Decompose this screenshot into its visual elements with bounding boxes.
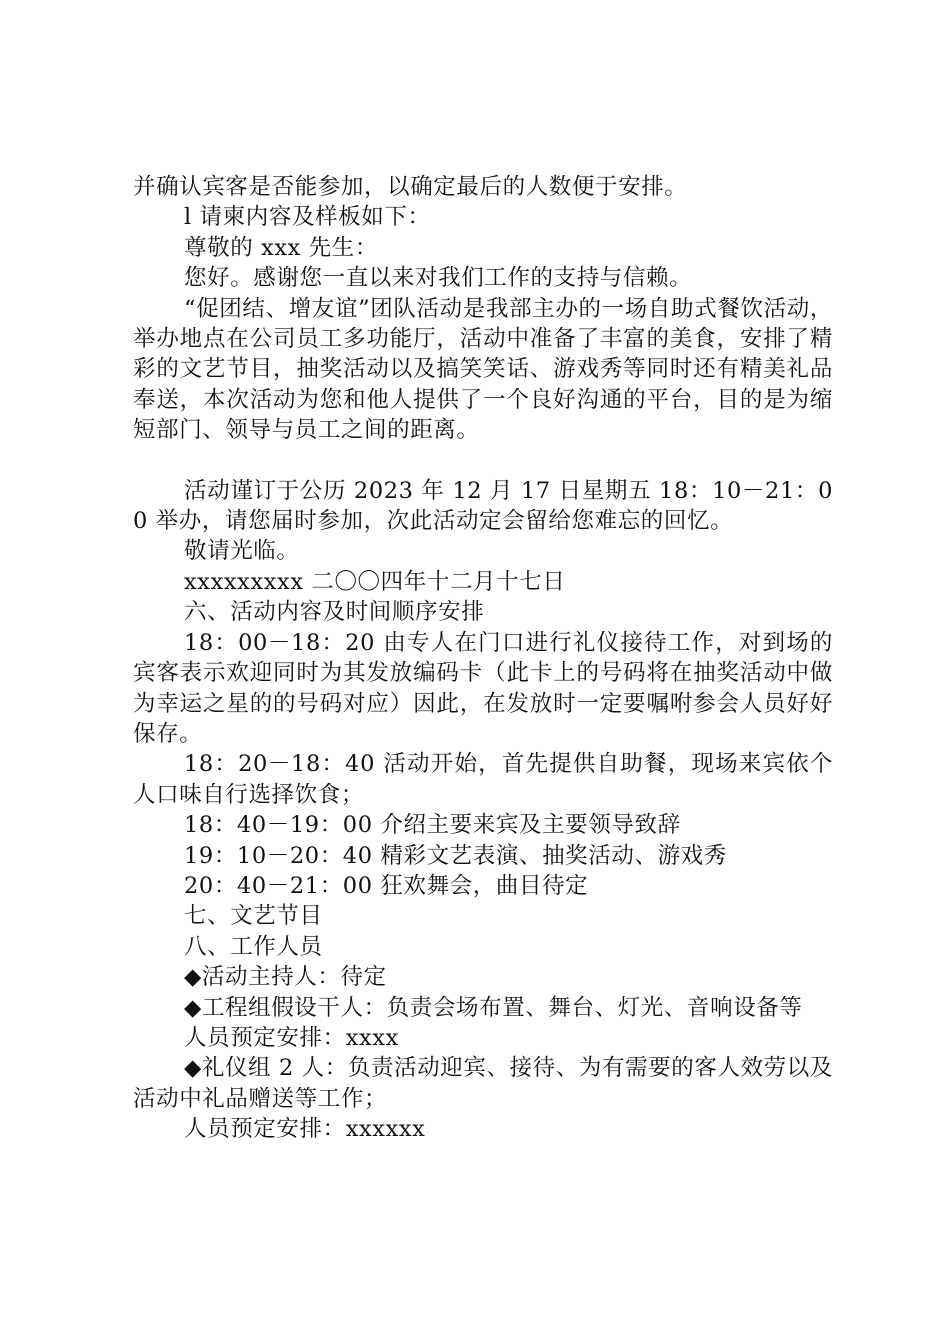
staff-item-host: ◆活动主持人：待定 [184, 964, 387, 991]
paragraph-invitation-sample-heading: l 请柬内容及样板如下： [184, 204, 431, 231]
schedule-item-performances: 19：10－20：40 精彩文艺表演、抽奖活动、游戏秀 [184, 842, 727, 869]
section-heading-schedule: 六、活动内容及时间顺序安排 [184, 599, 485, 626]
schedule-item-speeches: 18：40－19：00 介绍主要来宾及主要领导致辞 [184, 812, 681, 839]
schedule-item-dance: 20：40－21：00 狂欢舞会，曲目待定 [184, 872, 589, 899]
paragraph-greeting: 您好。感谢您一直以来对我们工作的支持与信赖。 [184, 265, 693, 292]
paragraph-signature-date: xxxxxxxxx 二〇〇四年十二月十七日 [184, 568, 566, 595]
staff-etiquette-assignment: 人员预定安排：xxxxxx [184, 1116, 426, 1143]
document-body [133, 172, 833, 1145]
paragraph-confirm-guests: 并确认宾客是否能参加，以确定最后的人数便于安排。 [133, 174, 688, 200]
paragraph-event-description: “促团结、增友谊”团队活动是我部主办的一场自助式餐饮活动，举办地点在公司员工多功能厅，活动中准备了丰富的美食，安排了精彩的文艺节目，抽奖活动以及搞笑笑话、游戏秀等同时还有精美礼品奉送，本次活动为您和他人提供了一个良好沟通的平台，目的是为缩短部门、领导与员工之间的距离。 [133, 295, 833, 444]
staff-engineering-assignment: 人员预定安排：xxxx [184, 1024, 399, 1051]
section-heading-programs: 七、文艺节目 [184, 903, 323, 930]
paragraph-welcome: 敬请光临。 [184, 538, 300, 565]
paragraph-spacer [133, 446, 833, 476]
section-heading-staff: 八、工作人员 [184, 933, 323, 960]
schedule-item-reception: 18：00－18：20 由专人在门口进行礼仪接待工作，对到场的宾客表示欢迎同时为其发放编码卡（此卡上的号码将在抽奖活动中做为幸运之星的的号码对应）因此，在发放时一定要嘱咐参会人员好好保存。 [133, 629, 833, 747]
paragraph-event-time: 活动谨订于公历 2023 年 12 月 17 日星期五 18：10－21：00 举办，请您届时参加，次此活动定会留给您难忘的回忆。 [133, 477, 833, 535]
schedule-item-buffet: 18：20－18：40 活动开始，首先提供自助餐，现场来宾依个人口味自行选择饮食； [133, 751, 833, 808]
staff-item-engineering: ◆工程组假设干人：负责会场布置、舞台、灯光、音响设备等 [184, 994, 803, 1021]
staff-item-etiquette: ◆礼仪组 2 人：负责活动迎宾、接待、为有需要的客人效劳以及活动中礼品赠送等工作； [133, 1055, 833, 1112]
paragraph-salutation: 尊敬的 xxx 先生： [184, 234, 378, 261]
